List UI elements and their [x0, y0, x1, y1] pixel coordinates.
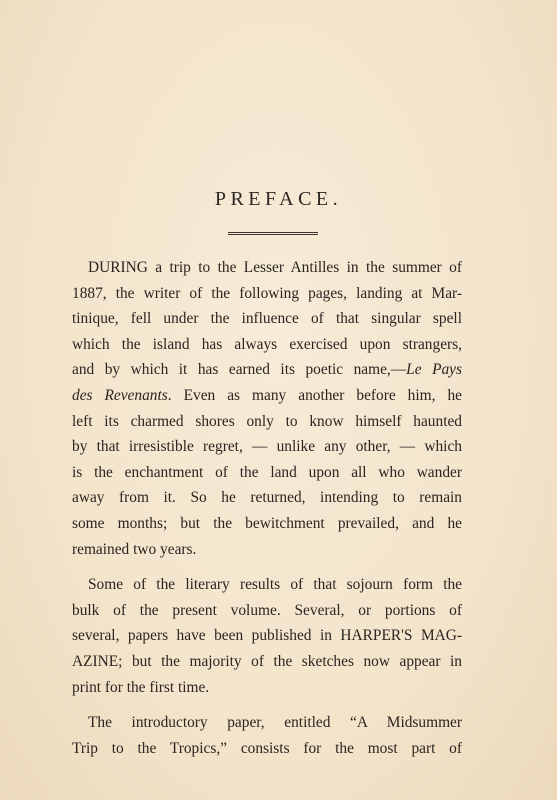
text-line: is the enchantment of the land upon all who wander	[72, 463, 462, 481]
text-line: remained two years.	[72, 540, 197, 558]
text-line: print for the first time.	[72, 678, 210, 696]
text-line: Trip to the Tropics,” consists for the most part of	[72, 739, 462, 757]
text-line: away from it. So he returned, intending to remain	[72, 489, 462, 507]
text-line: AZINE; but the majority of the sketches now appear in	[72, 652, 462, 670]
body-text	[72, 255, 462, 771]
paragraph-3	[72, 710, 462, 761]
text-line: and by which it has earned its poetic name,—Le Pays	[72, 361, 462, 379]
text-line: Some of the literary results of that sojourn form the	[88, 576, 462, 594]
text-line: bulk of the present volume. Several, or portions of	[72, 601, 462, 619]
text-line: des Revenants. Even as many another before him, he	[72, 386, 462, 404]
text-line: tinique, fell under the influence of that singular spell	[72, 310, 462, 328]
text-line: several, papers have been published in HARPER'S MAG-	[72, 627, 462, 645]
text-line: some months; but the bewitchment prevailed, and he	[72, 514, 462, 532]
text-line: DURING a trip to the Lesser Antilles in the summer of	[88, 259, 462, 276]
title-rule	[228, 232, 318, 235]
page-title: PREFACE.	[214, 188, 343, 210]
text-line: left its charmed shores only to know himself haunted	[72, 412, 462, 430]
text-line: The introductory paper, entitled “A Midsummer	[88, 714, 462, 732]
paragraph-1	[72, 255, 462, 562]
paragraph-2	[72, 572, 462, 700]
text-line: by that irresistible regret, — unlike any other, — which	[72, 438, 462, 456]
text-line: 1887, the writer of the following pages, landing at Mar-	[72, 284, 462, 302]
text-line: which the island has always exercised upon strangers,	[72, 335, 462, 353]
